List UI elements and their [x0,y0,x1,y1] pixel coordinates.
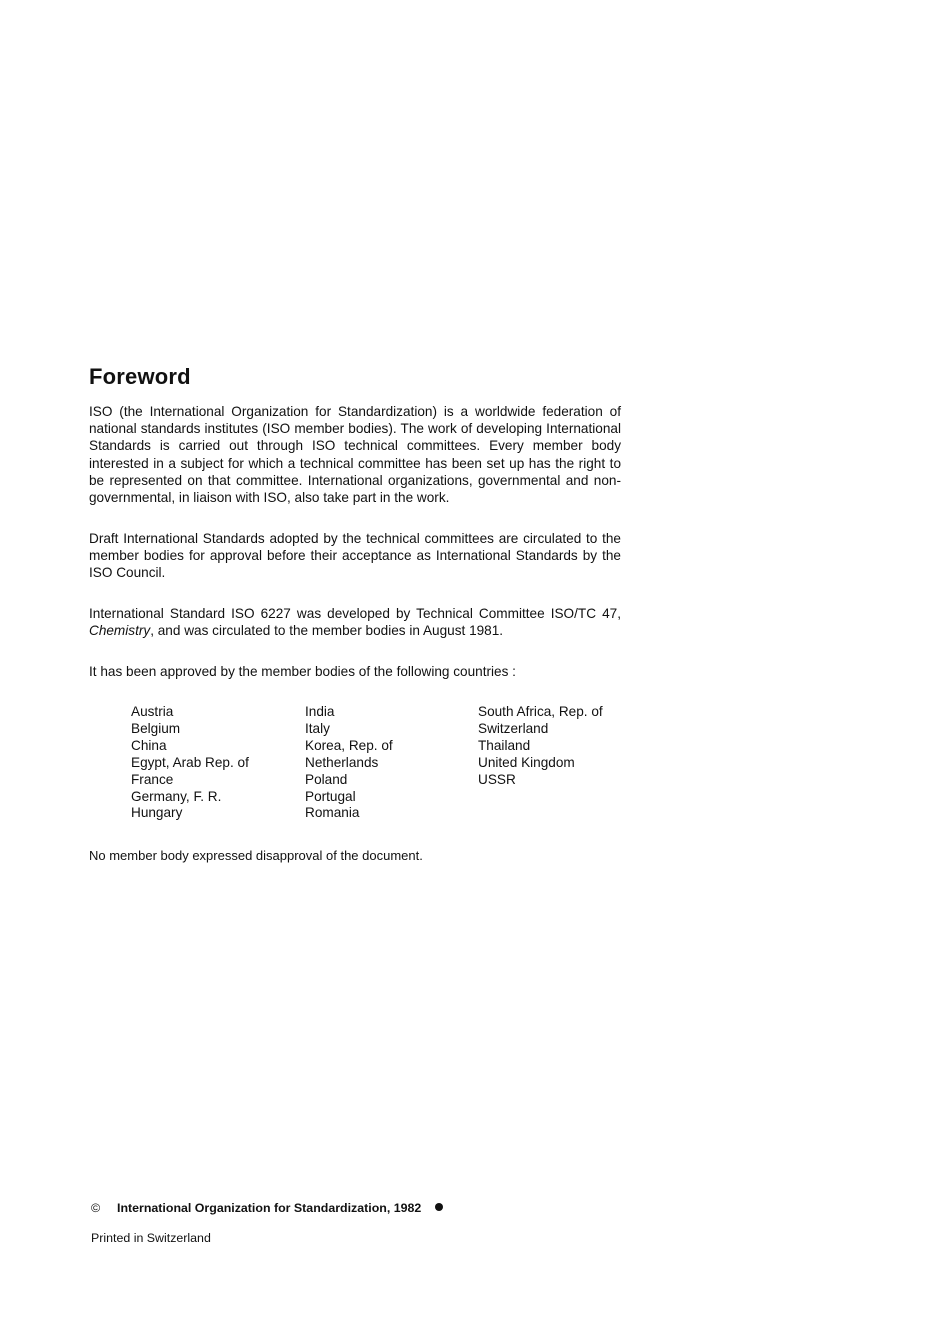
paragraph-draft-standards: Draft International Standards adopted by the technical committees are circulated to the member bodies for approval before their acceptance as International Standards by the ISO Council. [89,531,621,581]
page-title: Foreword [89,364,191,389]
country-item: China [131,737,167,753]
country-item: Switzerland [478,720,549,736]
copyright-text: International Organization for Standardization, 1982 [117,1201,422,1215]
country-item: Hungary [131,805,183,821]
paragraph-approval: It has been approved by the member bodies of the following countries : [89,664,516,679]
country-item: USSR [478,771,516,787]
copyright-icon: © [91,1201,101,1215]
country-item: Belgium [131,720,181,736]
country-item: France [131,771,174,787]
approving-countries [131,704,638,822]
country-item: Egypt, Arab Rep. of [131,754,249,770]
country-item: India [305,704,335,719]
country-item: Romania [305,805,360,821]
country-item: Thailand [478,737,531,753]
country-item: Italy [305,720,330,736]
committee-name: Chemistry [89,623,151,639]
country-column-2 [305,704,478,822]
paragraph-development-text-2: , and was circulated to the member bodies in August 1981. [150,623,504,639]
country-item: Germany, F. R. [131,788,222,804]
country-item: Poland [305,771,348,787]
printed-location: Printed in Switzerland [91,1231,211,1245]
country-item: Netherlands [305,754,379,770]
country-item: Portugal [305,788,356,804]
paragraph-iso-intro: ISO (the International Organization for Standardization) is a worldwide federation of national standards institutes (ISO member bodies). The work of developing International Standards is carried out through ISO technical committees. Every member body interested in a subject for which a technical committee has been set up has the right to be represented on that committee. International organizations, governmental and non-governmental, in liaison with ISO, also take part in the work. [89,404,621,506]
paragraph-development-text-1: International Standard ISO 6227 was developed by Technical Committee ISO/TC 47, [89,606,621,621]
country-column-3 [478,704,638,822]
copyright-line [91,1201,443,1215]
paragraph-development [89,605,621,639]
country-item: Austria [131,704,174,719]
bullet-icon [435,1203,443,1211]
country-item: Korea, Rep. of [305,737,393,753]
country-item: United Kingdom [478,754,575,770]
country-column-1 [131,704,305,822]
country-item: South Africa, Rep. of [478,704,603,719]
paragraph-no-disapproval: No member body expressed disapproval of the document. [89,848,423,863]
